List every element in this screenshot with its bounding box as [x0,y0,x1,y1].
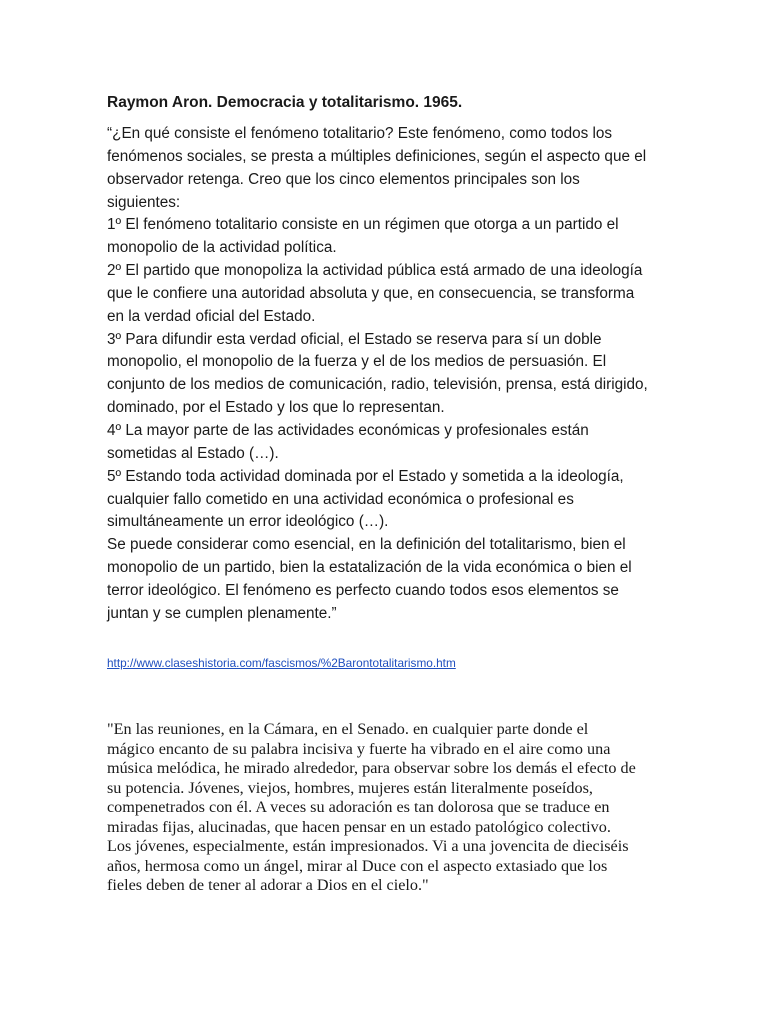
second-quote-line: su potencia. Jóvenes, viejos, hombres, mujeres están literalmente poseídos, [107,778,593,797]
quote-line: 4º La mayor parte de las actividades económicas y profesionales están [107,421,589,439]
aron-quote [107,123,687,626]
quote-line: Se puede considerar como esencial, en la definición del totalitarismo, bien el [107,536,626,554]
quote-line: que le confiere una autoridad absoluta y que, en consecuencia, se transforma [107,284,635,302]
quote-line: 1º El fenómeno totalitario consiste en un régimen que otorga a un partido el [107,216,619,234]
quote-line: conjunto de los medios de comunicación, radio, televisión, prensa, está dirigido, [107,376,648,394]
quote-line: sometidas al Estado (…). [107,444,279,462]
quote-line: simultáneamente un error ideológico (…). [107,513,389,531]
second-quote-line: Los jóvenes, especialmente, están impresionados. Vi a una jovencita de dieciséis [107,837,629,855]
second-quote-line: música melódica, he mirado alrededor, para observar sobre los demás el efecto de [107,759,636,777]
quote-line: terror ideológico. El fenómeno es perfecto cuando todos esos elementos se [107,581,619,599]
document-title: Raymon Aron. Democracia y totalitarismo. 1965. [107,94,463,111]
quote-line: dominado, por el Estado y los que lo representan. [107,399,445,417]
second-quote-line: fieles deben de tener al adorar a Dios en el cielo." [107,876,429,894]
second-quote-line: miradas fijas, alucinadas, que hacen pensar en un estado patológico colectivo. [107,817,611,836]
quote-line: fenómenos sociales, se presta a múltiples definiciones, según el aspecto que el [107,147,647,165]
quote-line: monopolio, el monopolio de la fuerza y el de los medios de persuasión. El [107,353,607,371]
quote-line: monopolio de un partido, bien la estatalización de la vida económica o bien el [107,559,632,577]
second-quote-line: "En las reuniones, en la Cámara, en el Senado. en cualquier parte donde el [107,720,589,738]
quote-line: cualquier fallo cometido en una actividad económica o profesional es [107,490,574,508]
second-quote-line: años, hermosa como un ángel, mirar al Duce con el aspecto extasiado que los [107,856,608,875]
quote-line: juntan y se cumplen plenamente.” [107,604,337,622]
quote-line: 2º El partido que monopoliza la actividad pública está armado de una ideología [107,262,643,280]
quote-line: 5º Estando toda actividad dominada por el Estado y sometida a la ideología, [107,467,624,485]
quote-line: 3º Para difundir esta verdad oficial, el Estado se reserva para sí un doble [107,330,602,348]
quote-line: siguientes: [107,193,181,211]
quote-line: “¿En qué consiste el fenómeno totalitario? Este fenómeno, como todos los [107,125,613,142]
source-link[interactable]: http://www.claseshistoria.com/fascismos/%2Barontotalitarismo.htm [107,656,456,670]
second-quote-line: mágico encanto de su palabra incisiva y fuerte ha vibrado en el aire como una [107,739,611,758]
quote-line: monopolio de la actividad política. [107,239,337,257]
second-quote-line: compenetrados con él. A veces su adoración es tan dolorosa que se traduce en [107,798,610,816]
quote-line: en la verdad oficial del Estado. [107,307,316,325]
quote-line: observador retenga. Creo que los cinco elementos principales son los [107,170,580,188]
duce-quote [107,720,677,896]
